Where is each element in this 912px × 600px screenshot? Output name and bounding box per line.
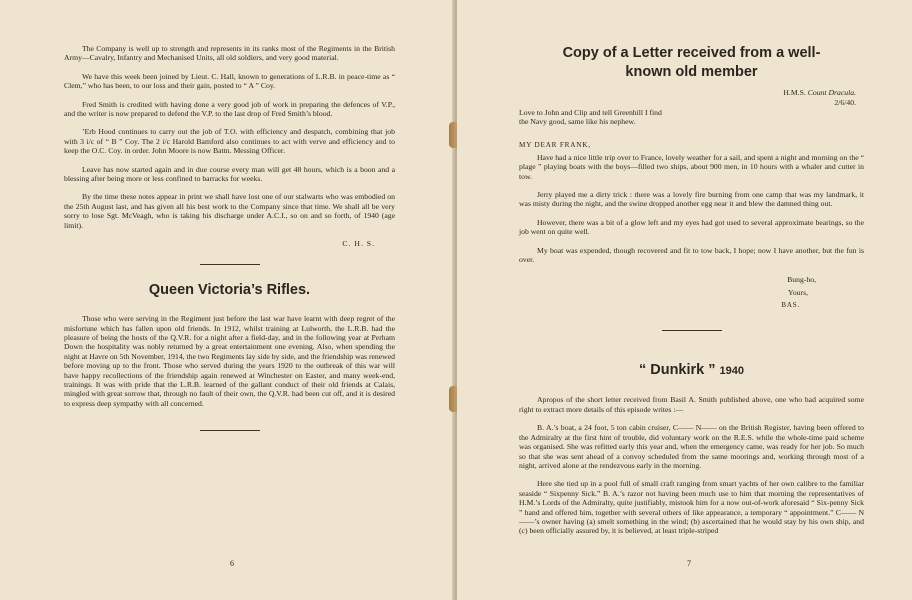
- ship-name: Count Dracula.: [807, 88, 856, 97]
- paragraph: Fred Smith is credited with having done a very good job of work in preparing the defences of V.P., and the writer is now prepared to defend the V.P. to the last drop of Fred Smith’s blood.: [64, 99, 395, 119]
- address-prefix: H.M.S.: [783, 88, 806, 97]
- letter-date: 2/6/40.: [834, 98, 856, 107]
- letter-paragraph: Have had a nice little trip over to France, lovely weather for a sail, and spent a night and morning on the “ plage ” playing boats with the boys—filled two ships, about 900 men, in 10 hours with a whaler and cutter in tow.: [519, 152, 864, 181]
- section-title-qvr: Queen Victoria’s Rifles.: [148, 282, 311, 299]
- greeting-note: Love to John and Clip and tell Greenhill I find the Navy good, same like his nephew.: [519, 108, 662, 127]
- letter-paragraph: My boat was expended, though recovered and fit to tow back, I hope; now I have another, but the fun is over.: [519, 245, 864, 265]
- letter-closing: [519, 273, 816, 312]
- section-divider: [200, 430, 260, 431]
- left-page: [0, 0, 455, 600]
- paragraph: Leave has now started again and in due course every man will get 48 hours, which is a boon and a blessing after being more or less confined to barracks for weeks.: [64, 164, 395, 184]
- right-page: [457, 0, 912, 600]
- salutation: MY DEAR FRANK,: [519, 140, 591, 149]
- dunkirk-paragraph: B. A.’s boat, a 24 foot, 5 ton cabin cruiser, C—— N—— on the British Register, having been offered to the Admiralty at the first hint of trouble, did voluntary work on the R.E.S. while the whole-time paid scheme was organised. She was refitted early this year and, when the emergency came, was ready for her job. So much so that she was sent ahead of a convoy scheduled from the same moorings and, working through most of a night, arrived alone at the rendezvous early in the morning.: [519, 423, 864, 470]
- page-number: 6: [230, 559, 234, 568]
- dunkirk-paragraph: Here she tied up in a pool full of small craft ranging from smart yachts of her own calibre to the familiar seaside “ Sixpenny Sick.” B. A.’s razor not having been much use to him that morning the representatives of H.M.’s Lords of the Admiralty, quite justifiably, mistook him for a now out-of-work aforesaid “ Six-penny Sick ” hand and offered him, together with several others of like appearance, a temporary “ appointment.” C—— N——’s owner having (a) smelt something in the wind; (b) ascertained that he would stay by his own ship, and (c) been officially assured by, it is believed, at least triple-striped: [519, 479, 864, 536]
- qvr-paragraph: Those who were serving in the Regiment just before the last war have learnt with deep regret of the misfortune which has fallen upon old friends. In 1912, whilst training at Lulworth, the L.R.B. had the pleasure of being the hosts of the Q.V.R. for a night after a field-day, and in the following year at Perham Down the hospitality was nobly returned by a great entertainment one evening. Also, when spending the night at Havre on 5th November, 1914, the two Regiments lay side by side, and the friendship was renewed before moving up to the front. Those who served during the years 1920 to the outbreak of this war will have happy recollections of the friendship again renewed at Winchester on Easter, and many week-end, trainings. It was with pride that the L.R.B. learned of the gallant conduct of their old friends at Calais, mingled with great sorrow that, through no fault of their own, the Q.V.R. had been cut off, and it is desired to express deep sympathy with all concerned.: [64, 314, 395, 408]
- dunkirk-paragraph: Apropos of the short letter received from Basil A. Smith published above, one who had acquired some right to extract more details of this episode writes :—: [519, 395, 864, 414]
- section-divider: [200, 264, 260, 265]
- dunkirk-heading: “ Dunkirk ”: [638, 362, 716, 379]
- closing-signature: BAS.: [781, 301, 800, 310]
- paragraph: The Company is well up to strength and represents in its ranks most of the Regiments in the British Army—Cavalry, Infantry and Mechanised Units, all old soldiers, and very good material.: [64, 44, 395, 63]
- section-title-dunkirk: [519, 361, 864, 381]
- letter-paragraph: Jerry played me a dirty trick : there was a lovely fire burning from one camp that was my landmark, it was misty during the night, and the swine dropped another egg near it and blew the damned thing out.: [519, 190, 864, 209]
- company-notes: [64, 44, 395, 230]
- signature-initials: C. H. S.: [342, 239, 375, 249]
- paragraph: ’Erb Hood continues to carry out the job of T.O. with efficiency and despatch, combining that job with 3 i/c of “ B ” Coy. The 2 i/c Harold Bamford also continues to act with verve and efficiency and to keep the O.C. Coy. in order. John Moore is now Battn. Messing Officer.: [64, 127, 395, 156]
- section-divider: [662, 330, 722, 331]
- paragraph: By the time these notes appear in print we shall have lost one of our stalwarts who was embodied on the 25th August last, and has given all his best work to the Company since that time. We shall all be very sorry to lose Sgt. McVeagh, who is taking his discharge under A.C.I., so on and so forth, of 1940 (age limit).: [64, 192, 395, 230]
- letter-paragraph: However, there was a bit of a glow left and my eyes had got used to several approximate bearings, so the job went on quite well.: [519, 217, 864, 237]
- page-number: 7: [687, 559, 691, 568]
- letter-title: Copy of a Letter received from a well-known old member: [562, 45, 821, 80]
- paragraph: We have this week been joined by Lieut. C. Hall, known to generations of L.R.B. in peace-time as “ Clem,” who has been, to our loss and their gain, posted to “ A ” Coy.: [64, 71, 395, 91]
- dunkirk-year: 1940: [719, 365, 745, 378]
- letter-address: [519, 88, 856, 108]
- closing-line: Yours,: [788, 288, 808, 298]
- closing-line: Bung-ho,: [787, 275, 816, 285]
